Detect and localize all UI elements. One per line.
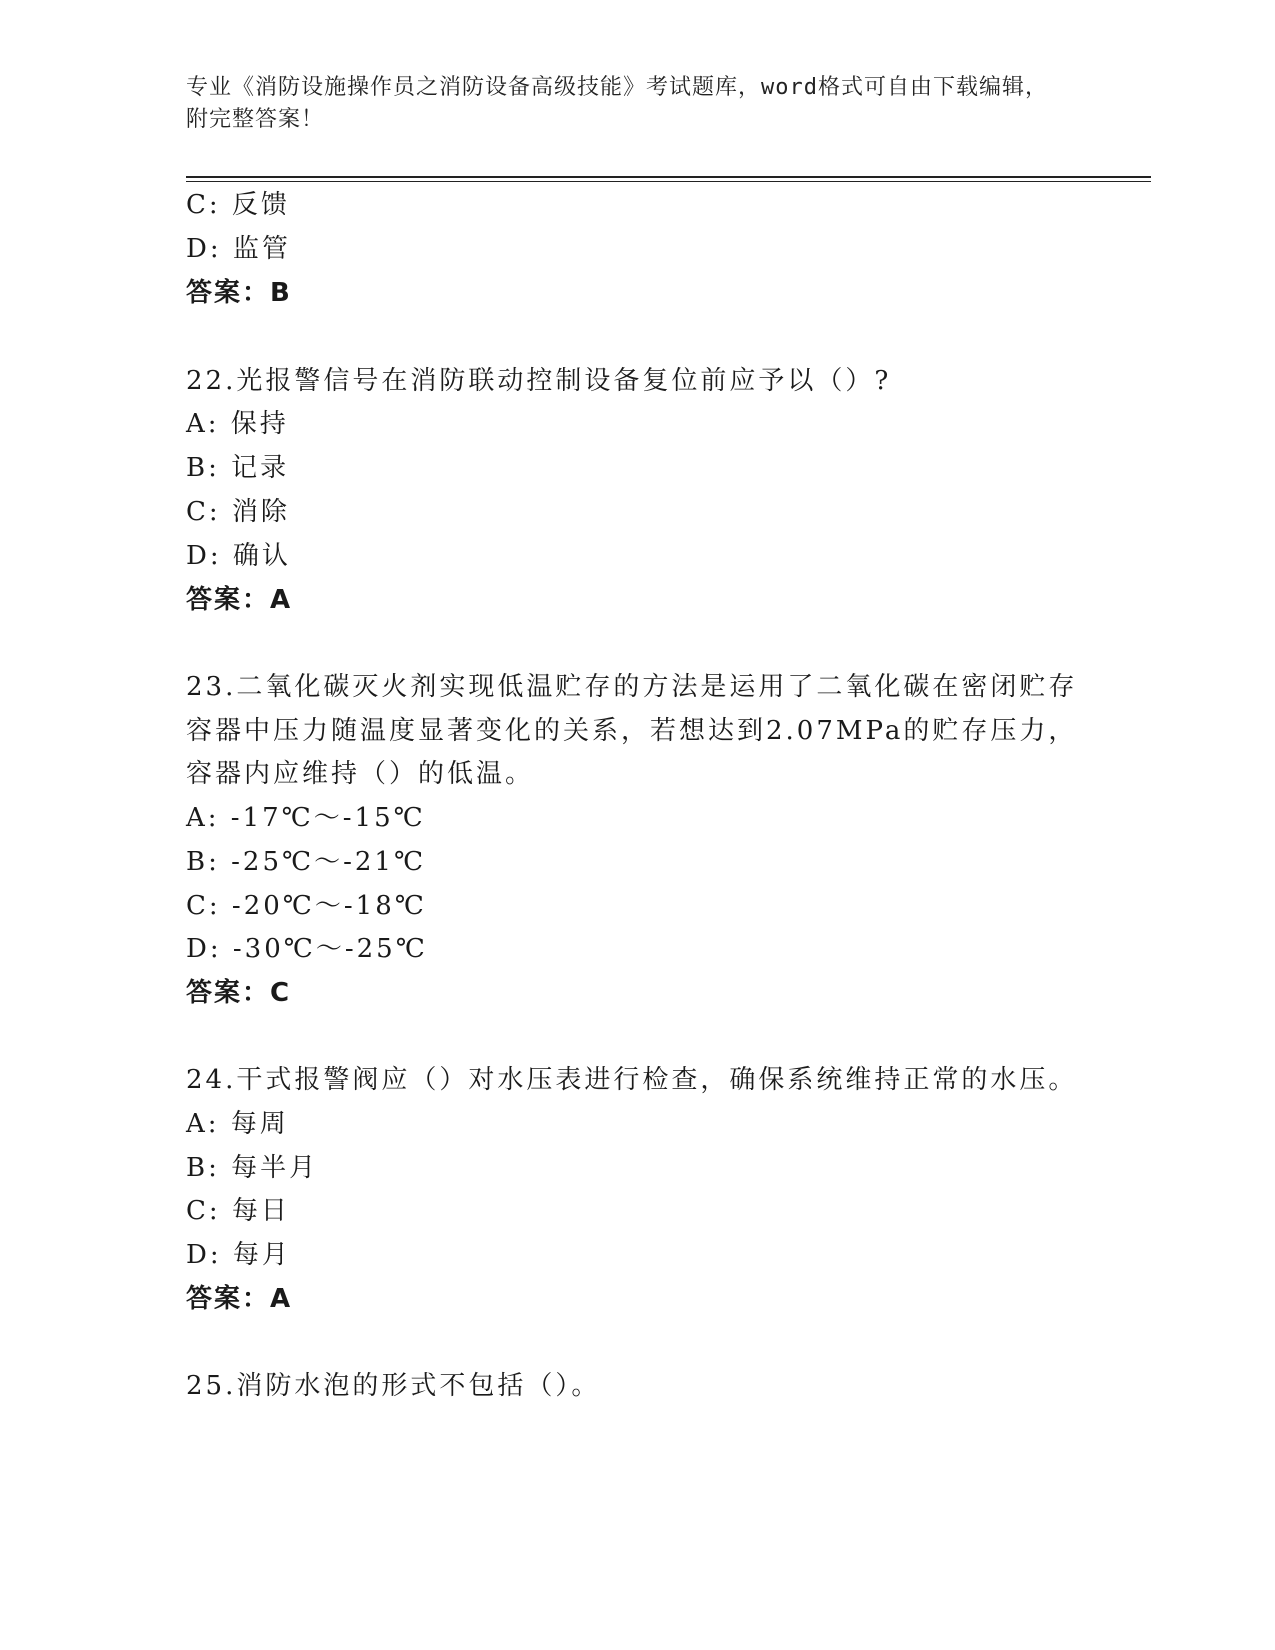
option-c: C: 每日 — [186, 1196, 290, 1226]
option-d: D: -30℃～-25℃ — [186, 934, 428, 964]
answer-line: 答案：B — [186, 278, 292, 308]
header-divider-thick — [186, 176, 1151, 178]
option-a: A: 每周 — [186, 1109, 289, 1139]
answer-line: 答案：A — [186, 1284, 293, 1314]
question-25: 25.消防水泡的形式不包括（）。 — [186, 1371, 601, 1401]
option-d: D: 确认 — [186, 541, 291, 571]
option-d: D: 每月 — [186, 1240, 291, 1270]
option-d: D: 监管 — [186, 234, 291, 264]
answer-line: 答案：C — [186, 978, 292, 1008]
question-22: 22.光报警信号在消防联动控制设备复位前应予以（）? — [186, 366, 892, 396]
option-b: B: 记录 — [186, 453, 290, 483]
document-header: 专业《消防设施操作员之消防设备高级技能》考试题库，word格式可自由下载编辑，附完整答案！ — [186, 75, 1048, 132]
option-a: A: -17℃～-15℃ — [186, 803, 426, 833]
option-c: C: 消除 — [186, 497, 290, 527]
question-23-line-1: 23.二氧化碳灭火剂实现低温贮存的方法是运用了二氧化碳在密闭贮存 — [186, 672, 1078, 702]
option-c: C: 反馈 — [186, 190, 290, 220]
option-a: A: 保持 — [186, 409, 289, 439]
option-c: C: -20℃～-18℃ — [186, 891, 427, 921]
answer-line: 答案：A — [186, 585, 293, 615]
question-23-line-3: 容器内应维持（）的低温。 — [186, 759, 535, 789]
question-23-line-2: 容器中压力随温度显著变化的关系，若想达到2.07MPa的贮存压力， — [186, 716, 1078, 746]
option-b: B: -25℃～-21℃ — [186, 847, 427, 877]
header-divider-thin — [186, 181, 1151, 182]
question-24: 24.干式报警阀应（）对水压表进行检查，确保系统维持正常的水压。 — [186, 1065, 1078, 1095]
option-b: B: 每半月 — [186, 1153, 319, 1183]
